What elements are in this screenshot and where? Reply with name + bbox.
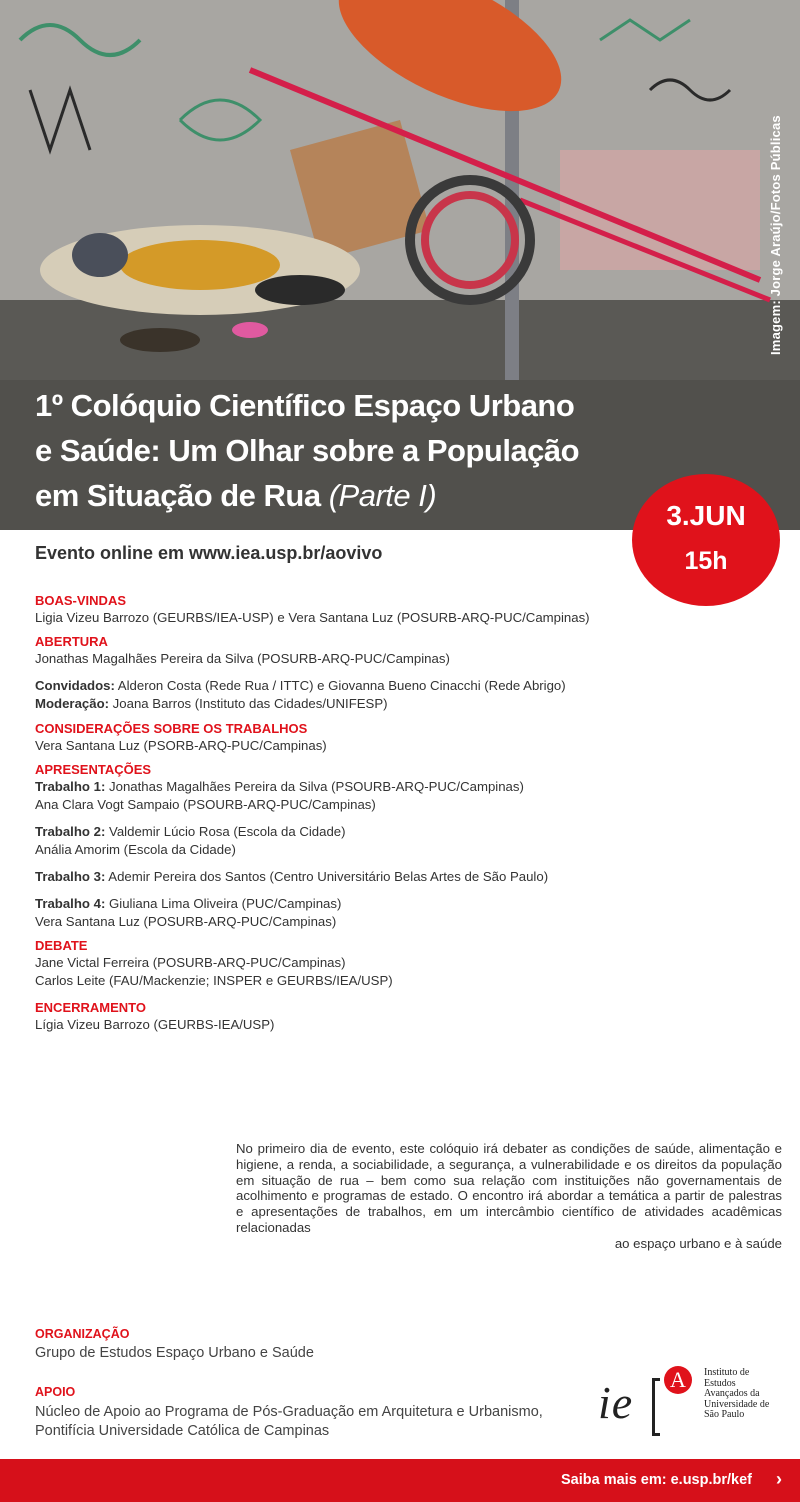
program-line: Anália Amorim (Escola da Cidade) <box>35 842 236 857</box>
program-text: Giuliana Lima Oliveira (PUC/Campinas) <box>105 896 342 911</box>
program-label: Trabalho 1: <box>35 779 106 794</box>
program-text: Alderon Costa (Rede Rua / ITTC) e Giovanna Bueno Cinacchi (Rede Abrigo) <box>114 678 566 693</box>
program <box>35 588 755 1034</box>
organization-text: Grupo de Estudos Espaço Urbano e Saúde <box>35 1345 314 1361</box>
event-date: 3.JUN <box>666 500 746 531</box>
program-line <box>35 823 755 841</box>
logo-bracket <box>652 1378 655 1436</box>
description-body: No primeiro dia de evento, este colóquio irá debater as condições de saúde, alimentação e higiene, a renda, a sociabilidade, a segurança, a vulnerabilidade e os direitos da população em situação de rua – bem como sua relação com instituições não governamentais de acolhimento e programas de estado. O encontro irá abordar a temática a partir de palestras e apresentações de trabalhos, em um intercâmbio científico de atividades acadêmicas relacionadas <box>236 1141 782 1235</box>
program-line: Vera Santana Luz (POSURB-ARQ-PUC/Campinas) <box>35 914 337 929</box>
title-line-1: 1º Colóquio Científico Espaço Urbano <box>35 388 575 423</box>
logo-bracket-top <box>652 1378 660 1381</box>
logo-bracket-bottom <box>652 1433 660 1436</box>
logo-text-line: São Paulo <box>704 1409 745 1421</box>
title-part: (Parte I) <box>328 478 437 513</box>
section-heading: ABERTURA <box>35 634 108 649</box>
logo-letters: ie <box>598 1377 634 1428</box>
program-text: Jonathas Magalhães Pereira da Silva (PSOURB-ARQ-PUC/Campinas) <box>105 779 524 794</box>
logo-text-line: Estudos <box>704 1377 736 1389</box>
support-text: Núcleo de Apoio ao Programa de Pós-Graduação em Arquitetura e Urbanismo, Pontifícia Universidade Católica de Campinas <box>35 1404 543 1439</box>
program-line: Carlos Leite (FAU/Mackenzie; INSPER e GEURBS/IEA/USP) <box>35 973 393 988</box>
program-line: Jane Victal Ferreira (POSURB-ARQ-PUC/Campinas) <box>35 955 346 970</box>
chevron-right-icon[interactable]: › <box>776 1469 782 1489</box>
program-line: Ana Clara Vogt Sampaio (PSOURB-ARQ-PUC/Campinas) <box>35 797 376 812</box>
program-text: Joana Barros (Instituto das Cidades/UNIFESP) <box>109 696 388 711</box>
program-label: Convidados: <box>35 678 115 693</box>
program-line: Vera Santana Luz (PSORB-ARQ-PUC/Campinas) <box>35 738 327 753</box>
section-heading: CONSIDERAÇÕES SOBRE OS TRABALHOS <box>35 721 308 736</box>
title-line-2: e Saúde: Um Olhar sobre a População <box>35 433 580 468</box>
event-description <box>236 1141 782 1252</box>
section-heading: ENCERRAMENTO <box>35 1000 146 1015</box>
title-line-3-text: em Situação de Rua <box>35 478 321 513</box>
logo-text-line: Universidade de <box>704 1398 770 1410</box>
more-info-link[interactable]: Saiba mais em: e.usp.br/kef <box>561 1472 752 1488</box>
program-line <box>35 695 755 713</box>
image-credit: Imagem: Jorge Araújo/Fotos Públicas <box>768 115 783 355</box>
description-end: ao espaço urbano e à saúde <box>614 1235 782 1251</box>
program-label: Trabalho 3: <box>35 869 106 884</box>
footer-bar <box>0 1459 800 1502</box>
program-line <box>35 895 755 913</box>
section-heading: DEBATE <box>35 938 88 953</box>
program-label: Trabalho 4: <box>35 896 106 911</box>
program-line <box>35 778 755 796</box>
event-time: 15h <box>684 547 728 575</box>
hero-photo <box>0 0 800 530</box>
logo-a-icon: A <box>664 1366 692 1394</box>
program-line <box>35 677 755 695</box>
date-badge <box>632 474 780 606</box>
program-text: Valdemir Lúcio Rosa (Escola da Cidade) <box>105 824 346 839</box>
support-heading: APOIO <box>35 1385 76 1399</box>
page-title <box>35 383 675 518</box>
title-line-3 <box>35 473 675 518</box>
program-line <box>35 868 755 886</box>
section-heading: BOAS-VINDAS <box>35 593 127 608</box>
logo-text-line: Avançados da <box>704 1388 760 1400</box>
logo-institution-name <box>704 1368 769 1421</box>
program-label: Moderação: <box>35 696 110 711</box>
organization-heading: ORGANIZAÇÃO <box>35 1327 130 1341</box>
online-event-link[interactable]: Evento online em www.iea.usp.br/aovivo <box>35 543 383 563</box>
iea-logo[interactable] <box>598 1366 788 1442</box>
program-line: Ligia Vizeu Barrozo (GEURBS/IEA-USP) e Vera Santana Luz (POSURB-ARQ-PUC/Campinas) <box>35 610 590 625</box>
program-line: Lígia Vizeu Barrozo (GEURBS-IEA/USP) <box>35 1017 275 1032</box>
program-text: Ademir Pereira dos Santos (Centro Universitário Belas Artes de São Paulo) <box>105 869 549 884</box>
program-line: Jonathas Magalhães Pereira da Silva (POSURB-ARQ-PUC/Campinas) <box>35 651 450 666</box>
program-label: Trabalho 2: <box>35 824 106 839</box>
section-heading: APRESENTAÇÕES <box>35 762 152 777</box>
logo-text-line: Instituto de <box>704 1367 750 1378</box>
